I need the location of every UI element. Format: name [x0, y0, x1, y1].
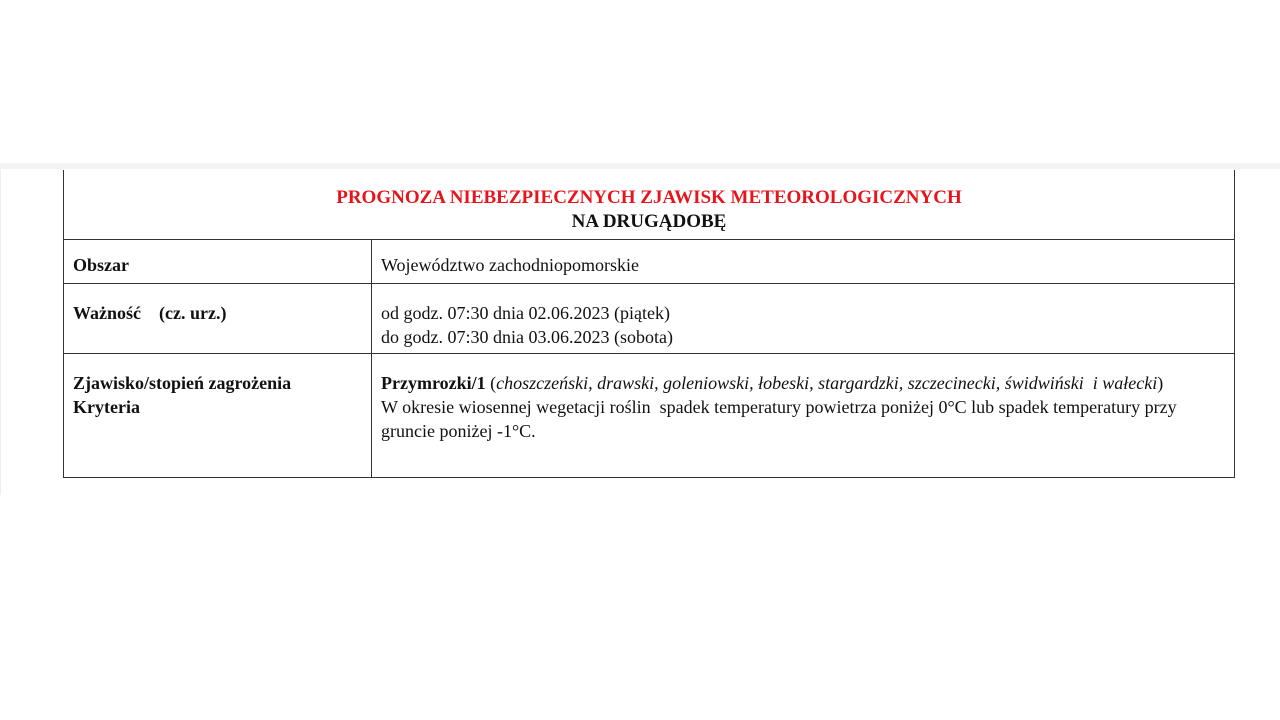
label-line: Kryteria — [73, 397, 140, 417]
valid-to: do godz. 07:30 dnia 03.06.2023 (sobota) — [381, 327, 673, 347]
districts: choszczeński, drawski, goleniowski, łobeski, stargardzki, szczecinecki, świdwiński i wałecki — [496, 373, 1158, 393]
table-row-validity — [64, 284, 1234, 354]
row-label: Obszar — [64, 240, 372, 283]
row-value — [372, 354, 1234, 477]
paren: ( — [485, 373, 497, 393]
phenomenon-line — [381, 371, 1234, 395]
phenomenon: Przymrozki/1 — [381, 373, 486, 393]
title-line-2: NA DRUGĄDOBĘ — [571, 211, 727, 232]
row-value: Województwo zachodniopomorskie — [381, 255, 639, 275]
warning-table — [63, 170, 1235, 478]
row-label: Ważność (cz. urz.) — [64, 284, 372, 353]
table-row-area — [64, 240, 1234, 284]
paren: ) — [1157, 373, 1164, 393]
table-title — [64, 170, 1234, 240]
row-label — [64, 354, 372, 477]
title-line-1: PROGNOZA NIEBEZPIECZNYCH ZJAWISK METEOROLOGICZNYCH — [336, 187, 962, 208]
valid-from: od godz. 07:30 dnia 02.06.2023 (piątek) — [381, 303, 670, 323]
table-row-phenomenon — [64, 354, 1234, 478]
criteria: W okresie wiosennej wegetacji roślin spadek temperatury powietrza poniżej 0°C lub spadek temperatury przy gruncie poniżej -1°C. — [381, 397, 1182, 441]
label-line: Zjawisko/stopień zagrożenia — [73, 373, 292, 393]
row-value — [372, 284, 1234, 353]
